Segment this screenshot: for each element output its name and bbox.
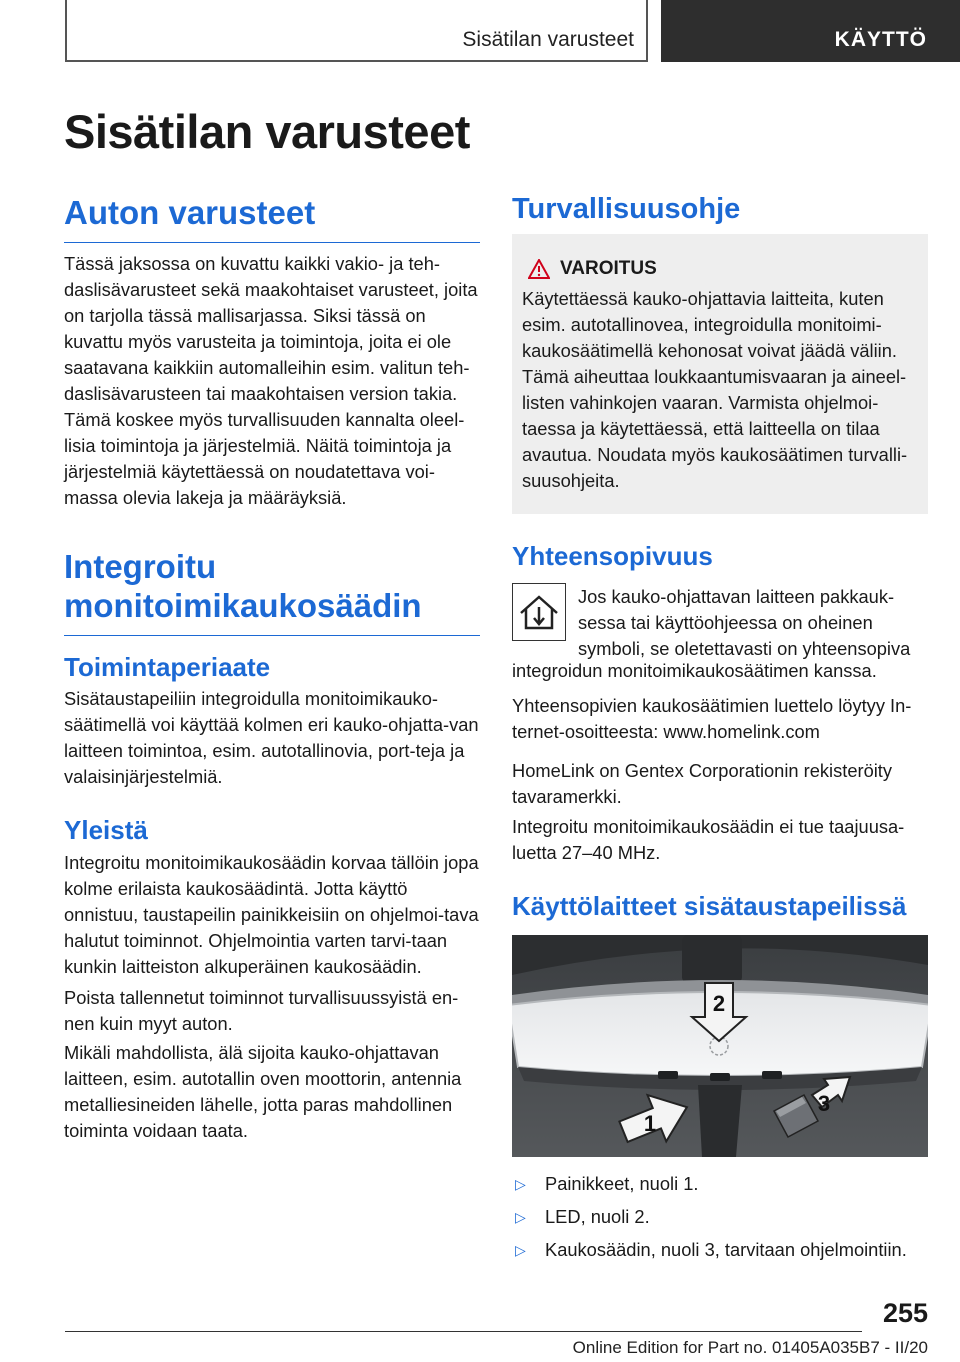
triangle-bullet-icon: ▷ bbox=[515, 1209, 526, 1225]
heading-integroitu: Integroitu monitoimikaukosäädin bbox=[64, 547, 480, 636]
page-number: 255 bbox=[882, 1298, 928, 1328]
header-section-tab bbox=[65, 0, 648, 62]
house-arrow-icon bbox=[513, 584, 565, 639]
paragraph-yhteensopivuus-2: Yhteensopivien kaukosäätimien luettelo löytyy In-ternet-osoitteesta: www.homelink.com bbox=[512, 695, 912, 742]
paragraph-yleista-2: Poista tallennetut toiminnot turvallisuussyistä en-nen kuin myyt auton. bbox=[64, 987, 459, 1034]
heading-turvallisuusohje: Turvallisuusohje bbox=[512, 193, 741, 225]
paragraph-toimintaperiaate: Sisätaustapeiliin integroidulla monitoimikauko-säätimellä voi käyttää kolmen eri kauko-ohjatta-van laitteen toimintoa, esim. autotallinovia, port-teja ja valaisinjärjestelmiä. bbox=[64, 688, 479, 787]
mirror-illustration bbox=[512, 935, 928, 1157]
list-item bbox=[512, 1201, 928, 1233]
figure-label-1: 1 bbox=[643, 1111, 657, 1136]
figure-label-3: 3 bbox=[817, 1091, 831, 1116]
warning-triangle-icon bbox=[528, 259, 550, 279]
list-item bbox=[512, 1234, 928, 1266]
heading-kayttolaitteet: Käyttölaitteet sisätaustapeilissä bbox=[512, 891, 907, 921]
triangle-bullet-icon: ▷ bbox=[515, 1176, 526, 1192]
mirror-figure bbox=[512, 935, 928, 1157]
page-title: Sisätilan varusteet bbox=[64, 105, 470, 158]
list-item-text: Painikkeet, nuoli 1. bbox=[545, 1173, 699, 1194]
paragraph-yleista-3: Mikäli mahdollista, älä sijoita kauko-ohjattavan laitteen, esim. autotallin oven moottorin, antennia metalliesineiden lähelle, jotta paras mahdollinen toiminta voidaan taata. bbox=[64, 1042, 462, 1141]
paragraph-yhteensopivuus-4: Integroitu monitoimikaukosäädin ei tue taajuusa-luetta 27–40 MHz. bbox=[512, 816, 905, 863]
heading-yhteensopivuus: Yhteensopivuus bbox=[512, 541, 713, 571]
header-chapter-title: KÄYTTÖ bbox=[834, 28, 927, 51]
list-item-text: Kaukosäädin, nuoli 3, tarvitaan ohjelmointiin. bbox=[545, 1239, 907, 1260]
list-item bbox=[512, 1168, 928, 1200]
paragraph-yhteensopivuus-1-tail: integroidun monitoimikaukosäätimen kanssa. bbox=[512, 660, 877, 681]
list-item-text: LED, nuoli 2. bbox=[545, 1206, 650, 1227]
triangle-bullet-icon: ▷ bbox=[515, 1242, 526, 1258]
footer-edition: Online Edition for Part no. 01405A035B7 - II/20 bbox=[572, 1338, 928, 1357]
paragraph-auton-varusteet: Tässä jaksossa on kuvattu kaikki vakio- ja teh-daslisävarusteet sekä maakohtaiset varusteet, joita on tarjolla tässä mallisarjassa. Siksi tässä on kuvattu myös varusteita ja toimintoja, joita ei ole saatavana kaikkiin automalleihin esim. valitun teh-daslisävarusteen tai maakohtaisen version takia. Tämä koskee myös turvallisuuden kannalta oleel-lisia toimintoja ja järjestelmiä. Näitä toimintoja ja järjestelmiä käytettäessä on noudatettava voi-massa olevia lakeja ja määräyksiä. bbox=[64, 253, 478, 508]
warning-box bbox=[512, 234, 928, 514]
paragraph-yleista-1: Integroitu monitoimikaukosäädin korvaa tällöin jopa kolme erilaista kaukosäädintä. Jotta käyttö onnistuu, taustapeilin painikkeisiin on ohjelmoi-tava halutut toiminnot. Ohjelmointia varten tarvi-taan kunkin laitteiston alkuperäinen kaukosäädin. bbox=[64, 852, 479, 977]
figure-legend-list bbox=[512, 1168, 928, 1267]
heading-toimintaperiaate: Toimintaperiaate bbox=[64, 652, 271, 682]
header-chapter-tab bbox=[661, 0, 960, 62]
figure-label-2: 2 bbox=[712, 991, 726, 1016]
heading-auton-varusteet: Auton varusteet bbox=[64, 193, 480, 243]
footer-divider bbox=[65, 1331, 862, 1332]
warning-text: Käytettäessä kauko-ohjattavia laitteita, kuten esim. autotallinovea, integroidulla monitoimi-kaukosäätimellä kehonosat voivat jäädä väliin. Tämä aiheuttaa loukkaantumisvaaran ja aineel-listen vahinkojen vaaran. Varmista ohjelmoi-taessa ja käytettäessä, että laitteella on tilaa avautua. Noudata myös kaukosäätimen turvalli-suusohjeita. bbox=[522, 288, 908, 491]
header-section-title: Sisätilan varusteet bbox=[462, 28, 634, 51]
paragraph-yhteensopivuus-1: Jos kauko-ohjattavan laitteen pakkauk-sessa tai käyttöohjeessa on oheinen symboli, se oletettavasti on yhteensopiva bbox=[578, 586, 911, 659]
homelink-symbol bbox=[512, 583, 566, 641]
heading-yleista: Yleistä bbox=[64, 815, 148, 845]
paragraph-yhteensopivuus-3: HomeLink on Gentex Corporationin rekisteröity tavaramerkki. bbox=[512, 760, 893, 807]
warning-title: VAROITUS bbox=[560, 258, 657, 279]
